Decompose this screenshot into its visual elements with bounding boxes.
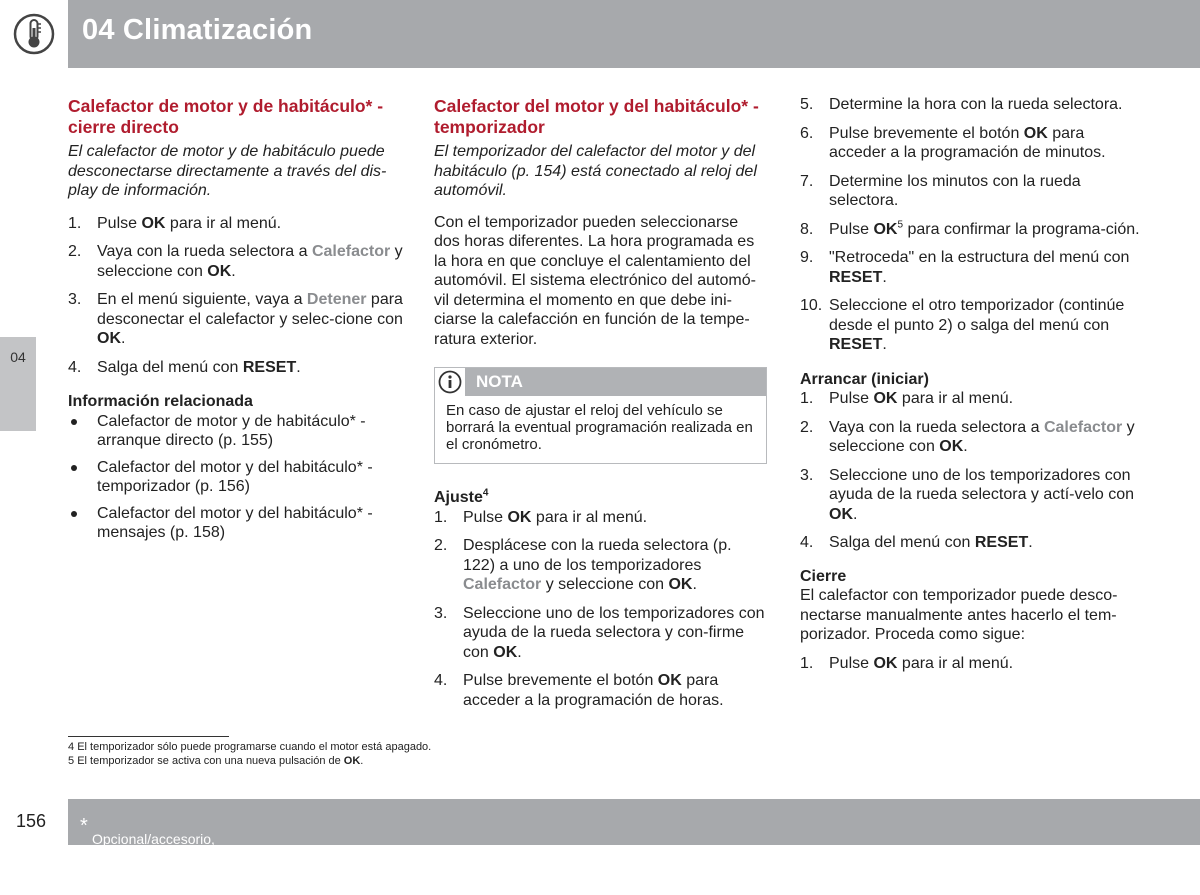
note-box <box>434 367 767 464</box>
chapter-side-tab <box>0 337 36 431</box>
step-number: 4. <box>434 672 448 689</box>
note-label: NOTA <box>476 372 523 391</box>
arrancar-heading: Arrancar (iniciar) <box>800 370 929 388</box>
menu-term: Calefactor <box>1043 418 1123 436</box>
step-bold: RESET <box>974 534 1029 551</box>
step-text: Pulse <box>97 214 142 232</box>
menu-term: Calefactor <box>463 576 542 593</box>
step-text: Pulse <box>829 390 874 407</box>
step-text: . <box>692 576 697 593</box>
list-item <box>68 242 403 281</box>
step-number: 4. <box>800 534 814 551</box>
step-bold: RESET <box>829 336 883 353</box>
step-bold: OK <box>657 672 682 689</box>
step-text: . <box>121 330 126 347</box>
bullet <box>71 465 77 471</box>
step-text: Pulse <box>829 220 874 238</box>
step-text: "Retroceda" en la estructura del menú con <box>829 249 1130 266</box>
step-text: para ir al menú. <box>165 214 282 232</box>
step-text: . <box>231 262 236 280</box>
cierre-heading: Cierre <box>800 567 847 585</box>
step-text: Pulse brevemente el botón <box>829 124 1024 142</box>
info-icon <box>438 370 462 394</box>
step-text: para desconectar el calefactor y selec-cione con <box>97 291 403 328</box>
step-number: 4. <box>68 358 82 376</box>
step-number: 5. <box>800 96 814 113</box>
footnote-bold: OK <box>343 755 361 767</box>
header-icon-box <box>0 0 68 68</box>
list-item <box>800 220 1140 240</box>
footnote-number: 4 <box>68 741 75 753</box>
related-link[interactable] <box>68 504 403 543</box>
list-item <box>434 536 767 595</box>
step-number: 3. <box>434 604 448 622</box>
related-info-heading: Información relacionada <box>68 393 253 410</box>
step-text: y seleccione con <box>541 576 669 593</box>
step-text: y seleccione con <box>829 418 1135 455</box>
ajuste-heading-text: Ajuste <box>434 489 483 506</box>
related-link[interactable] <box>68 458 403 497</box>
step-text: . <box>963 438 968 455</box>
step-text: para ir al menú. <box>531 508 648 526</box>
menu-term: Detener <box>306 291 367 308</box>
footnote-text: El temporizador se activa con una nueva pulsación de <box>77 755 344 767</box>
step-text: Vaya con la rueda selectora a <box>97 243 312 260</box>
section-body: Con el temporizador pueden seleccionarse dos horas diferentes. La hora programada es la hora en que concluye el calentamiento del automóvil. El sistema electrónico del automó-vil determina el momento en que debe ini-ciarse la calefacción en función de la tempe-ratura exterior. <box>434 213 756 348</box>
step-number: 1. <box>800 390 814 407</box>
step-text: para acceder a la programación de minutos. <box>829 124 1106 161</box>
note-text: En caso de ajustar el reloj del vehículo se borrará la eventual programación realizada en el cronómetro. <box>446 402 753 453</box>
list-item <box>68 214 403 234</box>
step-text: . <box>882 268 887 286</box>
section-intro: El calefactor de motor y de habitáculo puede desconectarse directamente a través del dis-play de información. <box>68 143 387 199</box>
step-text: Salga del menú con <box>829 534 975 551</box>
step-number: 6. <box>800 124 814 142</box>
bullet <box>71 511 77 517</box>
footnote-rule <box>68 736 229 737</box>
step-text: . <box>853 505 858 523</box>
step-number: 7. <box>800 172 814 190</box>
list-item <box>800 418 1140 457</box>
list-item <box>434 508 767 528</box>
step-text: . <box>517 643 522 661</box>
menu-term: Calefactor <box>311 243 391 260</box>
step-bold: OK <box>1023 124 1048 142</box>
step-number: 1. <box>68 214 82 232</box>
step-text: y seleccione con <box>97 243 403 280</box>
step-number: 2. <box>434 537 448 554</box>
page-number: 156 <box>16 811 47 831</box>
step-number: 3. <box>800 466 814 484</box>
thermometer-icon <box>13 13 55 55</box>
footnote-5 <box>68 755 363 768</box>
step-bold: OK <box>829 505 853 523</box>
list-item <box>800 296 1140 355</box>
note-icon-box <box>435 368 465 396</box>
list-item <box>800 95 1140 115</box>
section-heading-cierre-directo: Calefactor de motor y de habitáculo* - cierre directo <box>68 96 384 137</box>
list-item <box>434 604 767 663</box>
cierre-body: El calefactor con temporizador puede desco-nectarse manualmente antes hacerlo el tem-porizador. Proceda como sigue: <box>800 587 1118 643</box>
footnote-4 <box>68 741 431 754</box>
step-text: Determine la hora con la rueda selectora. <box>829 96 1123 113</box>
step-number: 10. <box>800 297 823 314</box>
step-text: Seleccione el otro temporizador (continúe desde el punto 2) o salga del menú con <box>829 297 1125 334</box>
step-bold: OK <box>507 508 532 526</box>
footer-note <box>80 815 215 895</box>
step-bold: RESET <box>242 358 297 376</box>
chapter-title: 04 Climatización <box>82 14 313 46</box>
step-text: Salga del menú con <box>97 358 243 376</box>
step-text: Seleccione uno de los temporizadores con ayuda de la rueda selectora y con-firme con <box>463 604 765 661</box>
step-text: para ir al menú. <box>897 654 1014 672</box>
list-item <box>68 290 403 349</box>
list-item <box>800 466 1140 525</box>
step-bold: OK <box>207 262 232 280</box>
asterisk: * <box>80 815 88 837</box>
step-number: 1. <box>434 508 448 526</box>
side-tab-label: 04 <box>10 349 26 365</box>
footnote-ref: 5 <box>897 219 904 231</box>
chapter-header <box>0 0 1200 68</box>
step-text: . <box>882 336 887 353</box>
step-text: para confirmar la programa-ción. <box>903 220 1140 238</box>
list-item <box>434 671 767 710</box>
step-bold: OK <box>873 654 898 672</box>
list-item <box>800 124 1140 163</box>
step-number: 2. <box>800 418 814 436</box>
step-text: Seleccione uno de los temporizadores con ayuda de la rueda selectora y actí-velo con <box>829 466 1135 503</box>
footnote-text: . <box>360 755 364 767</box>
step-number: 3. <box>68 291 82 308</box>
step-bold: OK <box>873 220 898 238</box>
step-text: Pulse <box>463 508 508 526</box>
step-number: 9. <box>800 249 814 266</box>
step-text: . <box>1028 534 1033 551</box>
step-text: En el menú siguiente, vaya a <box>97 291 307 308</box>
step-text: para ir al menú. <box>897 390 1014 407</box>
step-number: 2. <box>68 243 82 260</box>
step-text: Determine los minutos con la rueda selectora. <box>829 172 1081 209</box>
page-footer <box>68 799 1200 895</box>
step-bold: OK <box>493 643 518 661</box>
section-intro: El temporizador del calefactor del motor y del habitáculo (p. 154) está conectado al reloj del automóvil. <box>434 143 757 199</box>
footnote-text: El temporizador sólo puede programarse cuando el motor está apagado. <box>77 741 432 753</box>
related-link[interactable] <box>68 412 403 451</box>
related-link-text[interactable]: Calefactor del motor y del habitáculo* - mensajes (p. 158) <box>97 504 373 541</box>
step-text: . <box>296 358 301 376</box>
step-text: Pulse <box>829 654 874 672</box>
footnote-number: 5 <box>68 755 75 767</box>
step-bold: OK <box>939 438 964 455</box>
step-text: Pulse brevemente el botón <box>463 672 658 689</box>
step-bold: OK <box>873 390 898 407</box>
column-2 <box>434 96 767 719</box>
footnote-ref: 4 <box>482 487 489 499</box>
section-heading-temporizador: Calefactor del motor y del habitáculo* - temporizador <box>434 96 759 137</box>
footer-text: Opcional/accesorio, para mayor información, vea Introducción. <box>92 831 215 895</box>
step-text: para acceder a la programación de horas. <box>463 672 724 709</box>
list-item <box>800 654 1140 674</box>
related-link-text[interactable]: Calefactor del motor y del habitáculo* - temporizador (p. 156) <box>97 458 373 495</box>
column-3 <box>800 95 1140 682</box>
step-bold: OK <box>97 330 121 347</box>
list-item <box>800 172 1140 211</box>
note-header <box>435 368 766 396</box>
list-item <box>800 248 1140 287</box>
step-number: 1. <box>800 654 814 672</box>
list-item <box>800 533 1140 553</box>
step-bold: OK <box>668 576 693 593</box>
list-item <box>68 358 403 378</box>
step-bold: OK <box>141 214 166 232</box>
related-link-text[interactable]: Calefactor de motor y de habitáculo* - arranque directo (p. 155) <box>97 412 366 449</box>
step-bold: RESET <box>829 268 883 286</box>
step-text: Vaya con la rueda selectora a <box>829 418 1044 436</box>
list-item <box>800 389 1140 409</box>
column-1 <box>68 96 403 550</box>
ajuste-heading <box>434 488 767 508</box>
step-number: 8. <box>800 220 814 238</box>
bullet <box>71 419 77 425</box>
step-text: Desplácese con la rueda selectora (p. 122) a uno de los temporizadores <box>463 537 732 574</box>
